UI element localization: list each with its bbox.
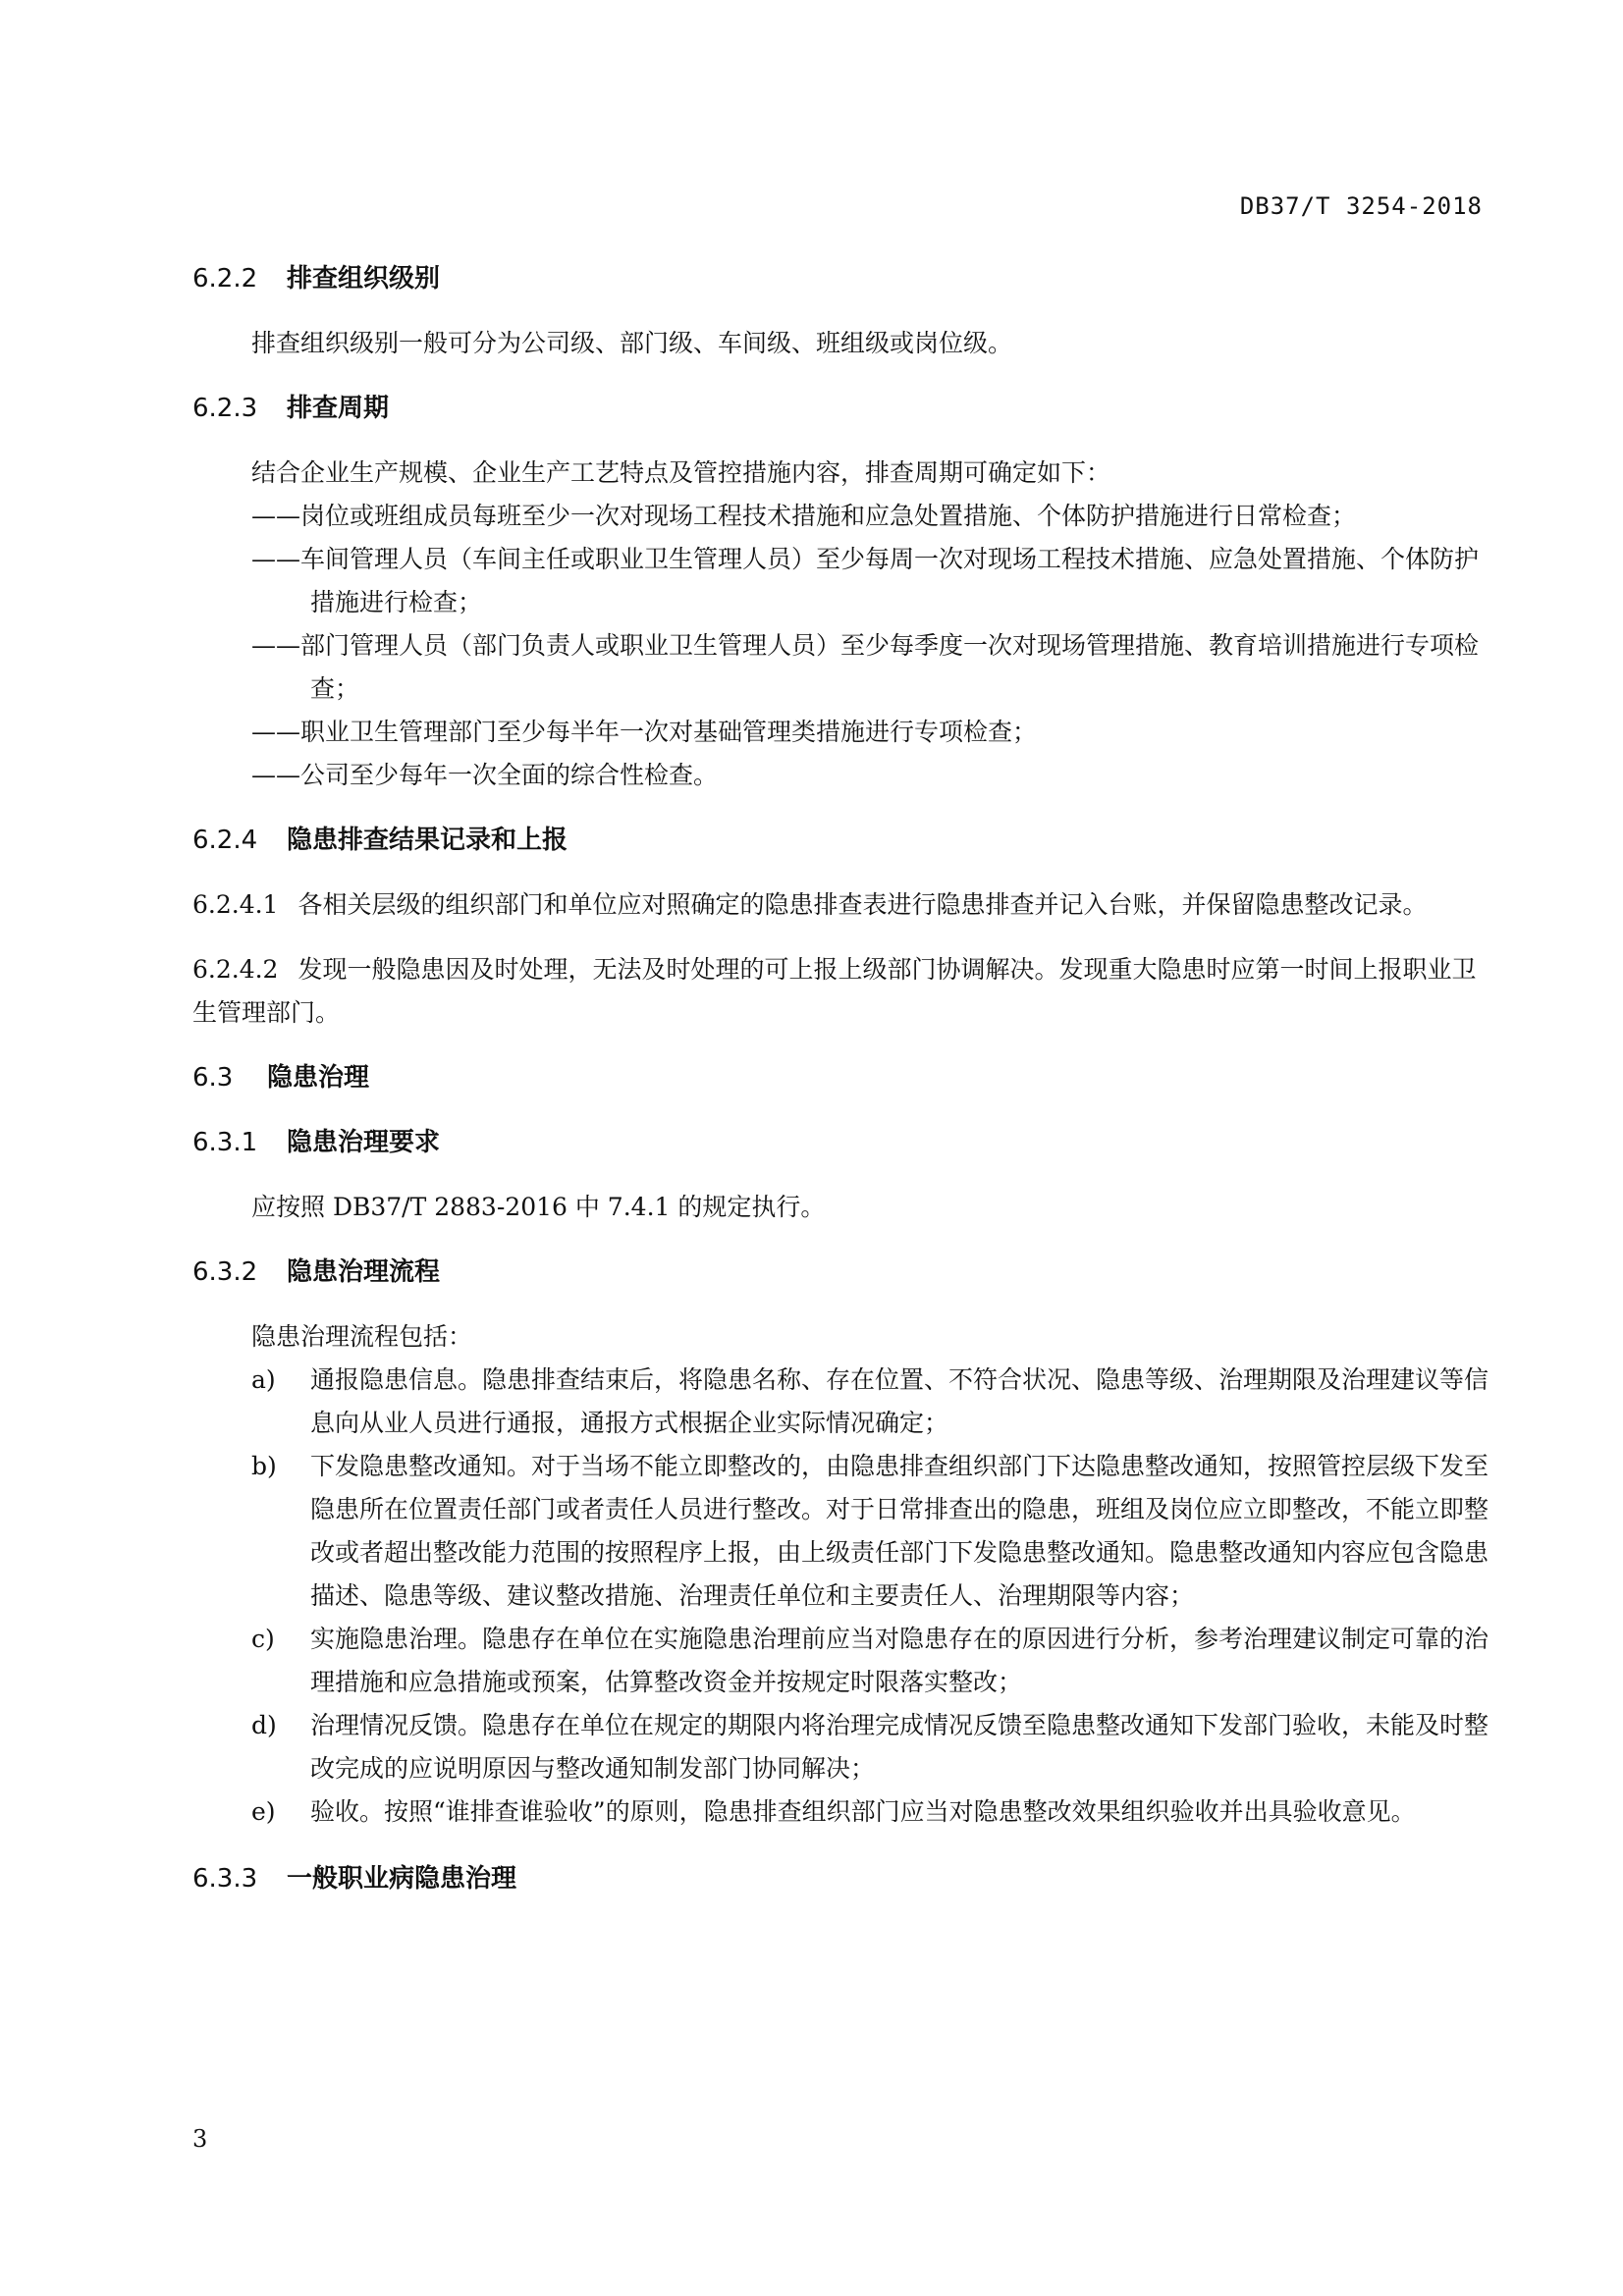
section-number: 6.2.4 xyxy=(192,826,258,855)
list-item xyxy=(192,1790,1488,1834)
section-heading-6-3-2 xyxy=(192,1251,1488,1294)
section-heading-6-3 xyxy=(192,1056,1488,1099)
list-label: b) xyxy=(251,1452,277,1480)
paragraph: 应按照 DB37/T 2883-2016 中 7.4.1 的规定执行。 xyxy=(251,1193,826,1221)
paragraph: 排查组织级别一般可分为公司级、部门级、车间级、班组级或岗位级。 xyxy=(251,329,1013,357)
section-title: 排查组织级别 xyxy=(287,264,441,294)
section-number: 6.2.3 xyxy=(192,394,258,423)
list-item: ——公司至少每年一次全面的综合性检查。 xyxy=(251,761,719,789)
dash-list xyxy=(192,495,1488,797)
list-item xyxy=(192,1445,1488,1618)
list-text: 治理情况反馈。隐患存在单位在规定的期限内将治理完成情况反馈至隐患整改通知下发部门验收，未能及时整改完成的应说明原因与整改通知制发部门协同解决； xyxy=(310,1711,1489,1783)
clause-number: 6.2.4.2 xyxy=(192,955,279,984)
list-label: a) xyxy=(251,1365,276,1394)
section-heading-6-3-1 xyxy=(192,1121,1488,1164)
section-title: 隐患治理 xyxy=(267,1063,370,1093)
section-number: 6.3.1 xyxy=(192,1128,258,1157)
clause-6-2-4-2 xyxy=(192,948,1488,1035)
page-body xyxy=(192,257,1488,1922)
list-item: ——部门管理人员（部门负责人或职业卫生管理人员）至少每季度一次对现场管理措施、教育培训措施进行专项检查； xyxy=(251,631,1480,703)
section-title: 一般职业病隐患治理 xyxy=(287,1864,517,1894)
lettered-list xyxy=(192,1359,1488,1834)
section-heading-6-3-3 xyxy=(192,1857,1488,1900)
section-number: 6.3 xyxy=(192,1063,234,1093)
clause-text: 发现一般隐患因及时处理，无法及时处理的可上报上级部门协调解决。发现重大隐患时应第一时间上报职业卫生管理部门。 xyxy=(192,955,1477,1027)
list-label: d) xyxy=(251,1711,277,1739)
list-text: 实施隐患治理。隐患存在单位在实施隐患治理前应当对隐患存在的原因进行分析，参考治理建议制定可靠的治理措施和应急措施或预案，估算整改资金并按规定时限落实整改； xyxy=(310,1625,1489,1696)
section-heading-6-2-2 xyxy=(192,257,1488,300)
section-heading-6-2-4 xyxy=(192,819,1488,862)
clause-6-2-4-1 xyxy=(192,883,1488,927)
list-text: 验收。按照“谁排查谁验收”的原则，隐患排查组织部门应当对隐患整改效果组织验收并出具验收意见。 xyxy=(310,1797,1416,1826)
section-number: 6.2.2 xyxy=(192,264,258,294)
page-number: 3 xyxy=(192,2125,208,2153)
section-title: 隐患治理流程 xyxy=(287,1257,441,1287)
list-item xyxy=(192,1359,1488,1445)
list-text: 下发隐患整改通知。对于当场不能立即整改的，由隐患排查组织部门下达隐患整改通知，按照管控层级下发至隐患所在位置责任部门或者责任人员进行整改。对于日常排查出的隐患，班组及岗位应立即整改，不能立即整改或者超出整改能力范围的按照程序上报，由上级责任部门下发隐患整改通知。隐患整改通知内容应包含隐患描述、隐患等级、建议整改措施、治理责任单位和主要责任人、治理期限等内容； xyxy=(310,1452,1489,1610)
document-code: DB37/T 3254-2018 xyxy=(1239,192,1483,220)
section-title: 排查周期 xyxy=(287,394,390,423)
section-title: 隐患排查结果记录和上报 xyxy=(287,826,568,855)
list-label: c) xyxy=(251,1625,275,1653)
paragraph: 结合企业生产规模、企业生产工艺特点及管控措施内容，排查周期可确定如下： xyxy=(251,458,1111,487)
list-item xyxy=(192,1618,1488,1704)
list-label: e) xyxy=(251,1797,276,1826)
section-heading-6-2-3 xyxy=(192,387,1488,430)
list-item: ——岗位或班组成员每班至少一次对现场工程技术措施和应急处置措施、个体防护措施进行日常检查； xyxy=(251,502,1357,530)
section-number: 6.3.3 xyxy=(192,1864,258,1894)
clause-number: 6.2.4.1 xyxy=(192,890,279,919)
clause-text: 各相关层级的组织部门和单位应对照确定的隐患排查表进行隐患排查并记入台账，并保留隐患整改记录。 xyxy=(298,890,1428,919)
list-item: ——职业卫生管理部门至少每半年一次对基础管理类措施进行专项检查； xyxy=(251,718,1038,746)
section-title: 隐患治理要求 xyxy=(287,1128,441,1157)
list-item xyxy=(192,1704,1488,1790)
section-number: 6.3.2 xyxy=(192,1257,258,1287)
paragraph: 隐患治理流程包括： xyxy=(251,1322,473,1351)
list-item: ——车间管理人员（车间主任或职业卫生管理人员）至少每周一次对现场工程技术措施、应急处置措施、个体防护措施进行检查； xyxy=(251,545,1480,616)
list-text: 通报隐患信息。隐患排查结束后，将隐患名称、存在位置、不符合状况、隐患等级、治理期限及治理建议等信息向从业人员进行通报，通报方式根据企业实际情况确定； xyxy=(310,1365,1489,1437)
